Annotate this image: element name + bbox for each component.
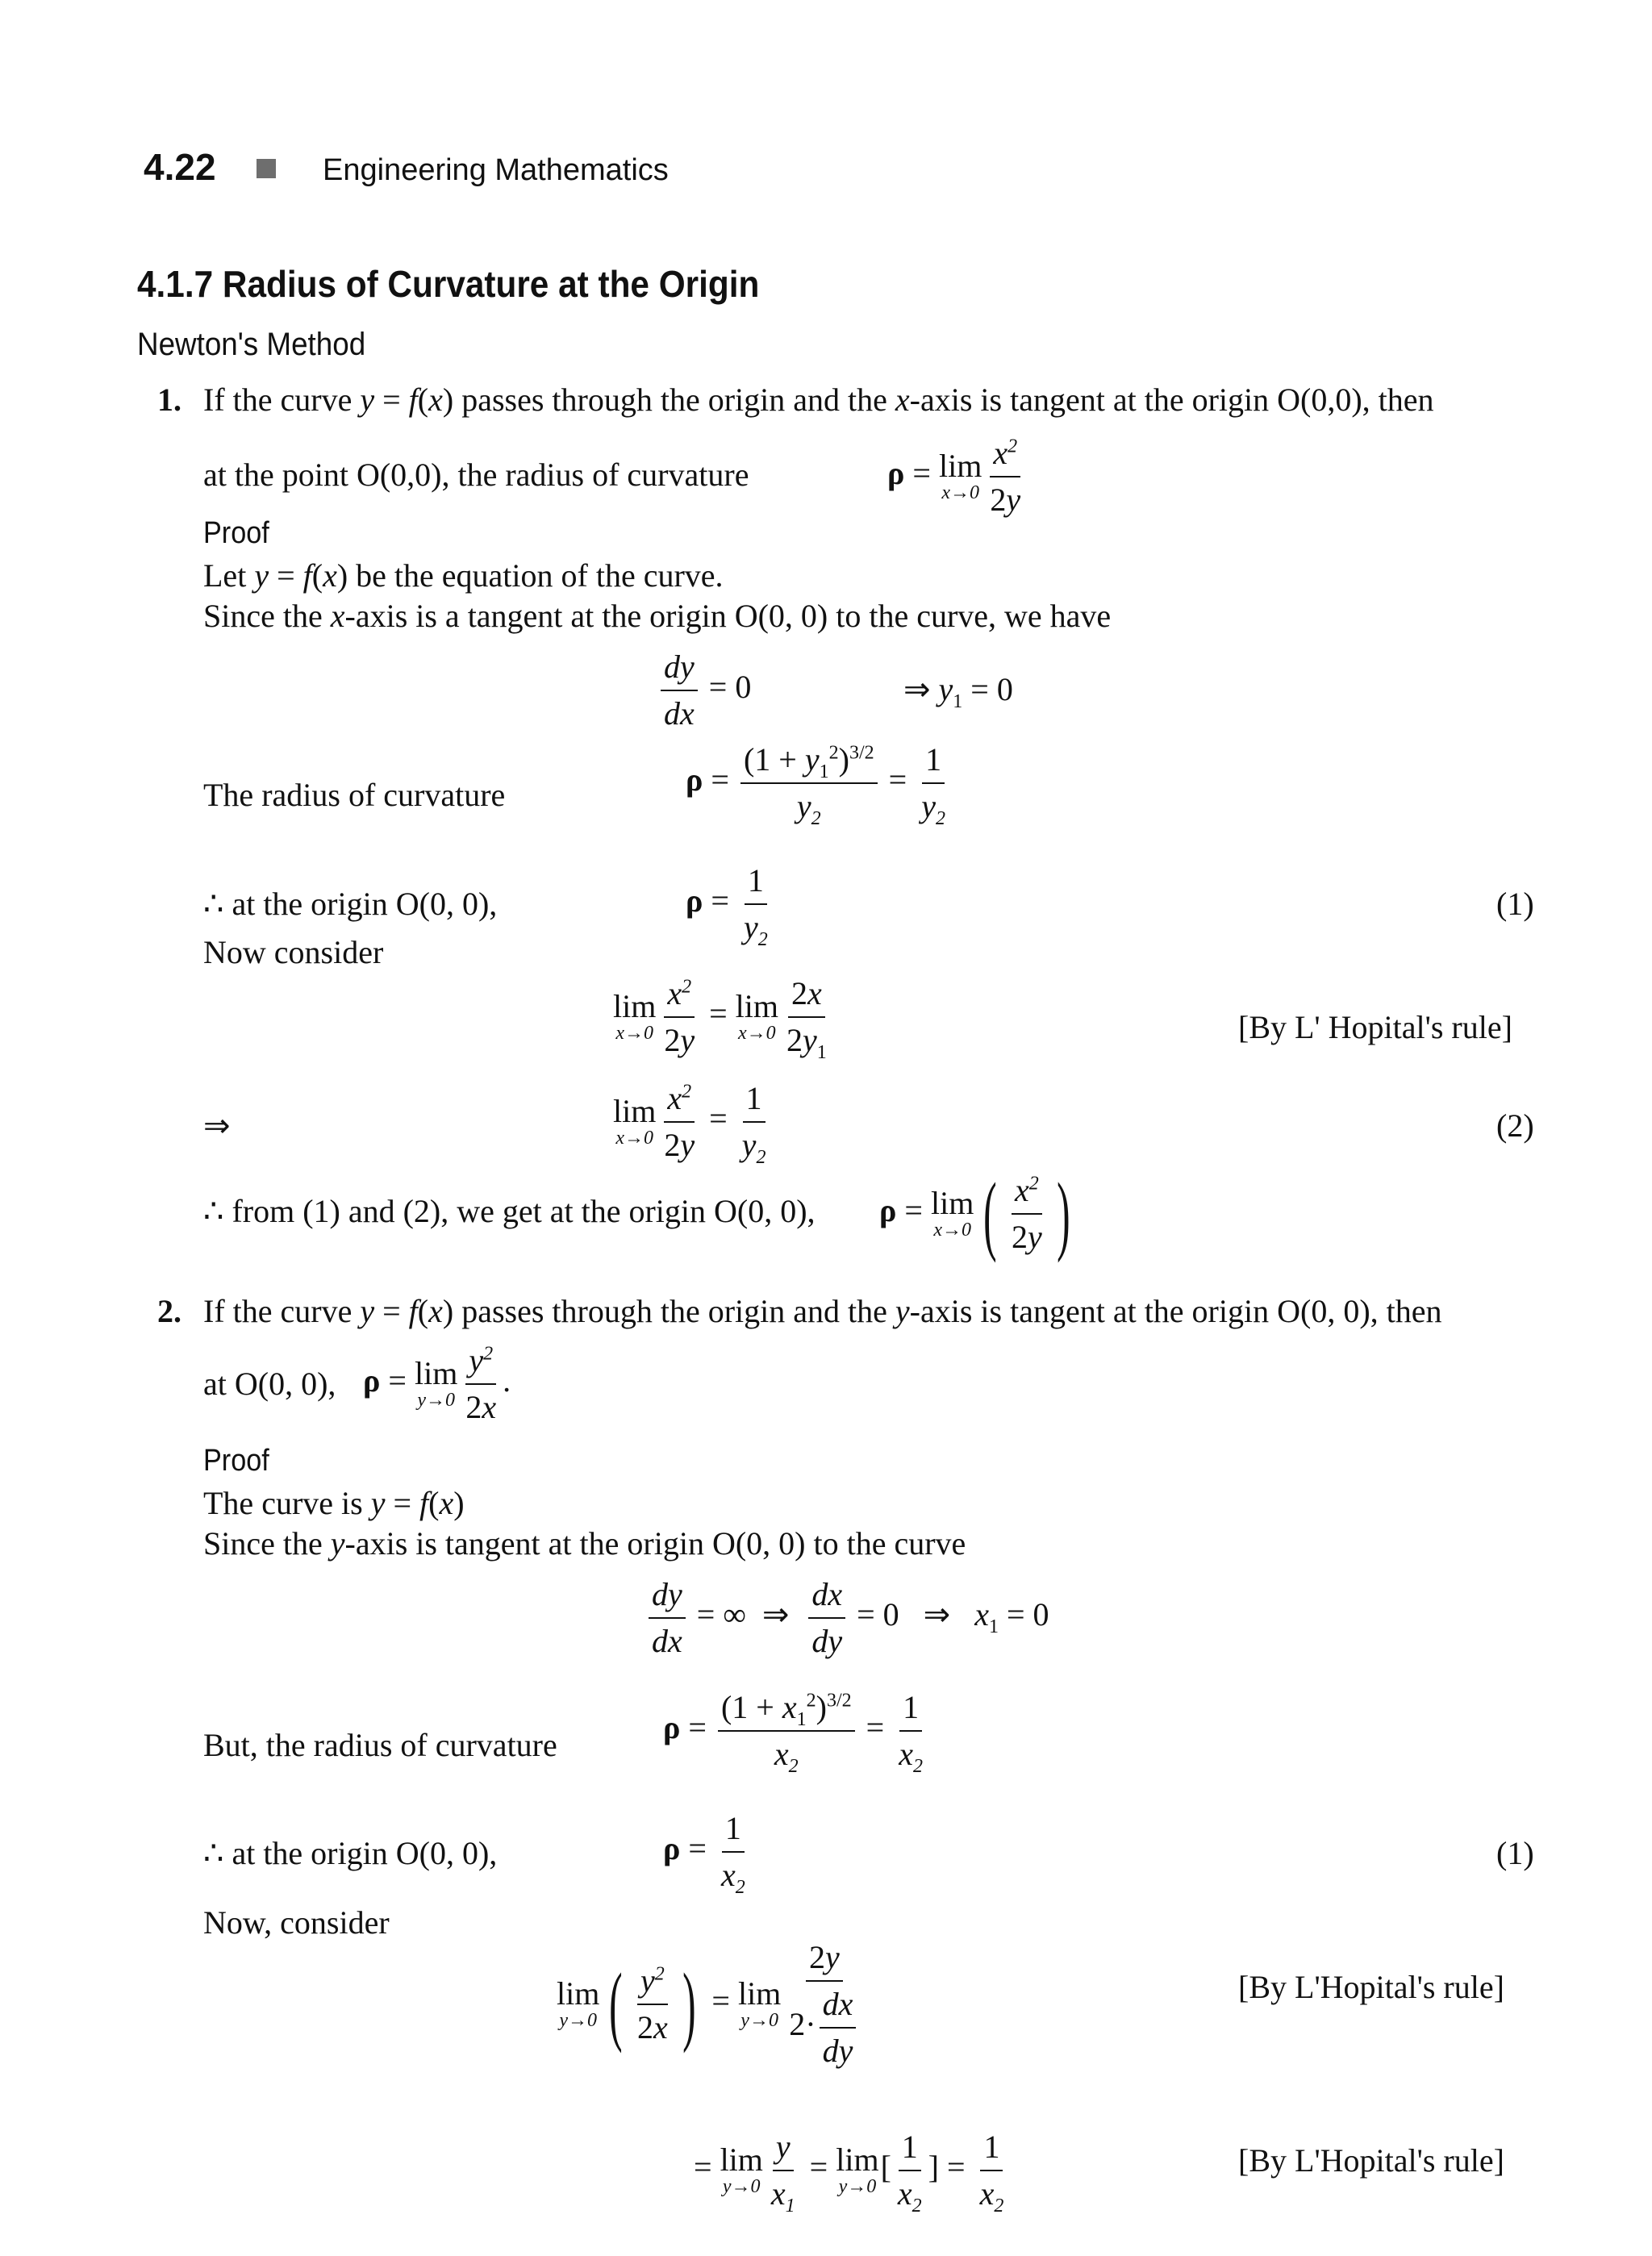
eq-limit-result-1: lim x→0 $\frac{x^2}{2y}$ = $\frac{1}{y_2}$ xyxy=(613,1080,766,1168)
lhopital-note-2: [By L'Hopital's rule] xyxy=(1238,1969,1504,2005)
roc-label-2: But, the radius of curvature xyxy=(203,1727,557,1763)
item-1-statement-cont: at the point O(0,0), the radius of curvature xyxy=(203,457,749,493)
proof-1-line-2: Since the x-axis is a tangent at the origin O(0, 0) to the curve, we have xyxy=(203,598,1112,634)
proof-2-line-1: The curve is y = f(x) xyxy=(203,1485,465,1521)
section-title: 4.1.7 Radius of Curvature at the Origin xyxy=(137,263,760,305)
eq-dy-dx-infinity: $\frac{dy}{dx}$ = ∞ ⇒ $\frac{dx}{dy}$ = 0 ⇒ $x_1 = 0$ xyxy=(645,1577,1049,1659)
now-consider-2: Now, consider xyxy=(203,1904,390,1941)
eq-tag-2: (2) xyxy=(1496,1107,1534,1144)
lhopital-note-1: [By L' Hopital's rule] xyxy=(1238,1009,1512,1045)
eq-dy-dx-zero: $\frac{dy}{dx}$ = 0 xyxy=(657,649,751,732)
item-1-number: 1. xyxy=(157,382,181,418)
eq-limit-result-2: = lim y→0 $\frac{y}{x_1}$ = lim y→0 [ $\frac{1}{x_2}$ ] = $\frac{1}{x_2}$ xyxy=(694,2129,1004,2216)
now-consider-1: Now consider xyxy=(203,934,384,970)
item-2-statement-cont: at O(0, 0), xyxy=(203,1366,336,1402)
subheading: Newton's Method xyxy=(137,327,366,362)
eq-roc-general-2: ρ = $\frac{(1 + x_1^2)^{3/2}}{x_2}$ = $\frac{1}{x_2}$ xyxy=(663,1689,923,1777)
item-2-formula: ρ = lim y→0 $\frac{y^2}{2x}$ . xyxy=(363,1342,511,1425)
at-origin-1: ∴ at the origin O(0, 0), xyxy=(203,886,498,922)
proof-2-line-2: Since the y-axis is tangent at the origin O(0, 0) to the curve xyxy=(203,1525,966,1562)
header-square-icon xyxy=(257,159,276,178)
eq-roc-origin-2: ρ = $\frac{1}{x_2}$ xyxy=(663,1810,745,1898)
eq-lhopital-1: lim x→0 $\frac{x^2}{2y}$ = lim x→0 $\frac{2x}{2y_1}$ xyxy=(613,975,827,1063)
eq-y1-zero: ⇒ $y_1 = 0$ xyxy=(903,671,1013,712)
roc-label-1: The radius of curvature xyxy=(203,777,506,813)
item-2-statement: If the curve y = f(x) passes through the origin and the y-axis is tangent at the origin O(0, 0), then xyxy=(203,1293,1442,1329)
item-1-statement: If the curve y = f(x) passes through the origin and the x-axis is tangent at the origin O(0,0), then xyxy=(203,382,1434,418)
lhopital-note-3: [By L'Hopital's rule] xyxy=(1238,2142,1504,2179)
implies-arrow: ⇒ xyxy=(203,1107,231,1144)
eq-tag-2-1: (1) xyxy=(1496,1835,1534,1871)
eq-roc-general-1: ρ = $\frac{(1 + y_1^2)^{3/2}}{y_2}$ = $\frac{1}{y_2}$ xyxy=(686,741,945,829)
eq-lhopital-2: lim y→0 ( $\frac{y^2}{2x}$ ) = lim y→0 2y 2· $\frac{dx}{dy}$ xyxy=(557,1940,866,2069)
proof-1-line-1: Let y = f(x) be the equation of the curve. xyxy=(203,557,724,594)
conclusion-1: ∴ from (1) and (2), we get at the origin O(0, 0), xyxy=(203,1193,816,1229)
proof-label-2: Proof xyxy=(203,1444,269,1478)
eq-roc-origin-1: ρ = $\frac{1}{y_2}$ xyxy=(686,862,768,950)
at-origin-2: ∴ at the origin O(0, 0), xyxy=(203,1835,498,1871)
eq-conclusion-1: ρ = lim x→0 ( $\frac{x^2}{2y}$ ) xyxy=(879,1165,1070,1263)
proof-label-1: Proof xyxy=(203,516,269,550)
item-2-number: 2. xyxy=(157,1293,181,1329)
book-title: Engineering Mathematics xyxy=(323,153,669,187)
eq-tag-1: (1) xyxy=(1496,886,1534,922)
item-1-formula: ρ = lim x→0 $\frac{x^2}{2y}$ xyxy=(887,435,1021,518)
page-number: 4.22 xyxy=(144,146,216,188)
